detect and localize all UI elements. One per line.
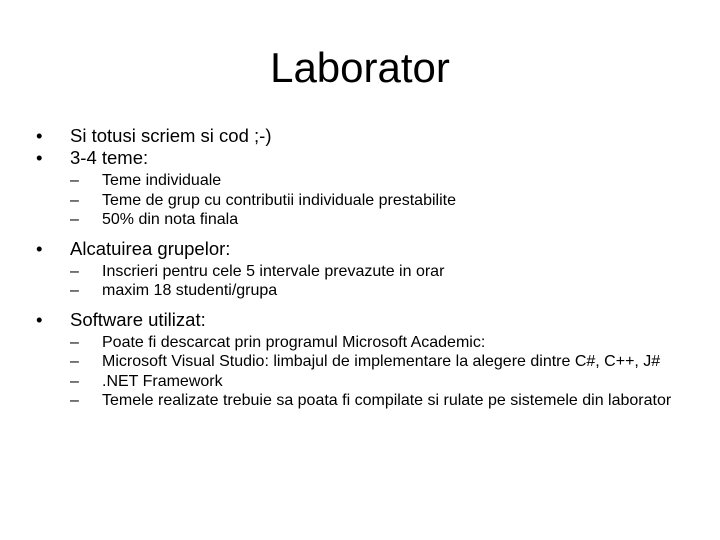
- dash-icon: –: [70, 353, 79, 370]
- sub-bullet-item: [70, 171, 686, 191]
- sub-bullet-text: Teme individuale: [102, 172, 222, 189]
- bullet-text: Alcatuirea grupelor:: [70, 237, 231, 259]
- dash-icon: –: [70, 333, 79, 351]
- sub-bullet-item: [70, 333, 686, 353]
- bullet-item: [36, 238, 686, 260]
- bullet-item: [36, 309, 686, 331]
- bullet-icon: •: [36, 308, 43, 330]
- sub-bullet-list: [70, 171, 686, 230]
- bullet-icon: •: [36, 125, 43, 146]
- slide-title: Laborator: [270, 44, 450, 91]
- dash-icon: –: [70, 191, 79, 209]
- sub-bullet-text: Teme de grup cu contributii individuale prestabilite: [102, 191, 456, 209]
- sub-bullet-item: [70, 210, 686, 230]
- slide-content: [36, 125, 686, 411]
- sub-list-container: [70, 171, 686, 230]
- dash-icon: –: [70, 392, 79, 409]
- sub-bullet-text: Poate fi descarcat prin programul Microsoft Academic:: [102, 333, 486, 351]
- sub-bullet-item: [70, 191, 686, 211]
- sub-bullet-item: [70, 391, 686, 411]
- bullet-icon: •: [36, 237, 43, 259]
- bullet-item: [36, 147, 686, 169]
- dash-icon: –: [70, 372, 79, 390]
- sub-bullet-item: [70, 372, 686, 392]
- bullet-icon: •: [36, 147, 43, 168]
- sub-bullet-list: [70, 262, 686, 301]
- sub-bullet-text: .NET Framework: [102, 372, 223, 390]
- bullet-item: [36, 125, 686, 147]
- dash-icon: –: [70, 172, 79, 189]
- dash-icon: –: [70, 282, 79, 299]
- sub-bullet-text: Temele realizate trebuie sa poata fi compilate si rulate pe sistemele din laborator: [102, 392, 672, 409]
- bullet-list: [36, 125, 686, 411]
- bullet-text: Software utilizat:: [70, 308, 206, 330]
- dash-icon: –: [70, 211, 79, 228]
- sub-list-container: [70, 333, 686, 411]
- sub-bullet-item: [70, 262, 686, 282]
- sub-bullet-list: [70, 333, 686, 411]
- sub-bullet-text: 50% din nota finala: [102, 211, 239, 228]
- bullet-text: Si totusi scriem si cod ;-): [70, 125, 272, 146]
- dash-icon: –: [70, 262, 79, 280]
- sub-bullet-item: [70, 352, 686, 372]
- sub-bullet-text: Microsoft Visual Studio: limbajul de implementare la alegere dintre C#, C++, J#: [102, 353, 661, 370]
- sub-bullet-text: maxim 18 studenti/grupa: [102, 282, 278, 299]
- bullet-text: 3-4 teme:: [70, 147, 149, 168]
- sub-list-container: [70, 262, 686, 301]
- sub-bullet-item: [70, 281, 686, 301]
- sub-bullet-text: Inscrieri pentru cele 5 intervale prevazute in orar: [102, 262, 445, 280]
